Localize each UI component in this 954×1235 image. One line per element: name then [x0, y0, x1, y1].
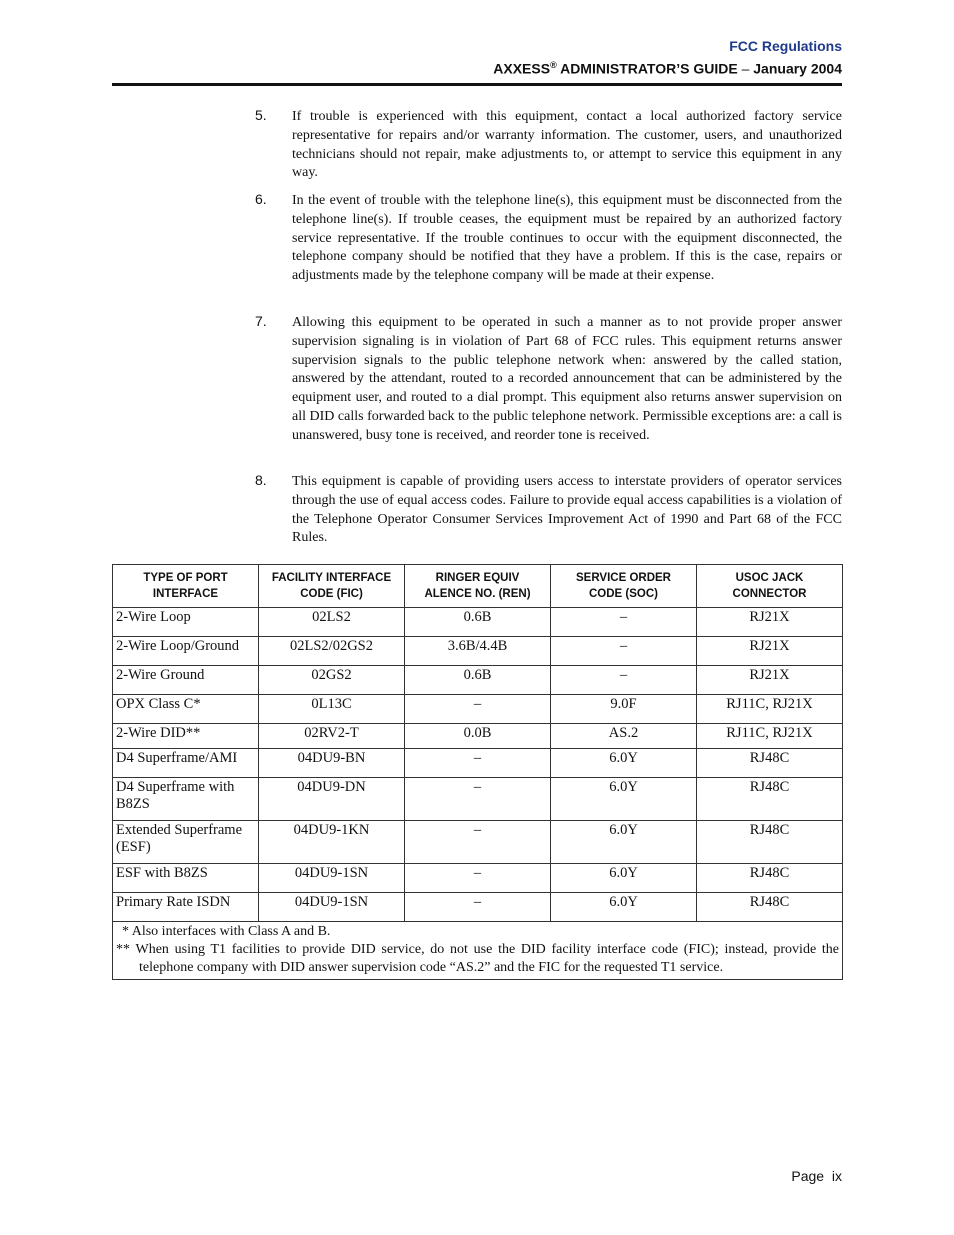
cell-usoc: RJ21X	[697, 666, 843, 695]
item-text: Allowing this equipment to be operated in such a manner as to not provide proper answer supervision signaling is in violation of Part 68 of FCC rules. This equipment returns answer supervision signals to the public telephone network when: answered by the called station, answered by the attendant, routed to a recorded announcement that can be administered by the equipment user, and routed to a dial prompt. This equipment also returns answer supervision on all DID calls forwarded back to the public telephone network. Permissible exceptions are: a call is unanswered, busy tone is received, and reorder tone is received.	[292, 315, 842, 443]
header-soc: SERVICE ORDER CODE (SOC)	[551, 565, 697, 608]
table-row	[113, 637, 843, 666]
cell-fic: 04DU9-1SN	[259, 893, 405, 922]
cell-soc: –	[551, 666, 697, 695]
cell-usoc: RJ48C	[697, 893, 843, 922]
cell-usoc: RJ48C	[697, 749, 843, 778]
list-item-6	[255, 192, 842, 286]
section-title: FCC Regulations	[729, 38, 842, 54]
cell-port-interface: ESF with B8ZS	[113, 864, 259, 893]
cell-port-interface: D4 Superframe with B8ZS	[113, 778, 259, 821]
cell-ren: 0.6B	[405, 608, 551, 637]
cell-fic: 02LS2	[259, 608, 405, 637]
list-item-5	[255, 108, 842, 183]
cell-port-interface: 2-Wire Loop	[113, 608, 259, 637]
table-header-row	[113, 565, 843, 608]
header-fic: FACILITY INTERFACE CODE (FIC)	[259, 565, 405, 608]
table-row	[113, 724, 843, 749]
cell-ren: 3.6B/4.4B	[405, 637, 551, 666]
guide-dash: –	[741, 60, 750, 77]
item-number: 7.	[255, 313, 267, 329]
cell-ren: –	[405, 749, 551, 778]
cell-soc: –	[551, 608, 697, 637]
table-row	[113, 821, 843, 864]
table-notes-row	[113, 922, 843, 980]
cell-fic: 04DU9-DN	[259, 778, 405, 821]
item-number: 5.	[255, 107, 267, 123]
cell-ren: 0.6B	[405, 666, 551, 695]
cell-usoc: RJ11C, RJ21X	[697, 724, 843, 749]
item-text: This equipment is capable of providing users access to interstate providers of operator services through the use of equal access codes. Failure to provide equal access capabilities is a violation of the Telephone Operator Consumer Services Improvement Act of 1990 and Part 68 of the FCC Rules.	[292, 474, 842, 546]
cell-soc: 6.0Y	[551, 821, 697, 864]
cell-ren: –	[405, 778, 551, 821]
cell-soc: AS.2	[551, 724, 697, 749]
cell-fic: 04DU9-1KN	[259, 821, 405, 864]
header-usoc: USOC JACK CONNECTOR	[697, 565, 843, 608]
list-item-8	[255, 473, 842, 548]
table-row	[113, 749, 843, 778]
cell-usoc: RJ48C	[697, 778, 843, 821]
table-row	[113, 608, 843, 637]
fcc-registration-table	[112, 564, 843, 980]
cell-usoc: RJ48C	[697, 864, 843, 893]
page-number: ix	[831, 1168, 842, 1184]
table-row	[113, 893, 843, 922]
table-row	[113, 864, 843, 893]
registered-mark: ®	[550, 60, 557, 70]
header-port-interface: TYPE OF PORT INTERFACE	[113, 565, 259, 608]
cell-port-interface: Primary Rate ISDN	[113, 893, 259, 922]
note-did: ** When using T1 facilities to provide DID service, do not use the DID facility interface code (FIC); instead, provide the telephone company with DID answer supervision code “AS.2” and the FIC for the requested T1 service.	[116, 942, 839, 975]
cell-fic: 0L13C	[259, 695, 405, 724]
cell-fic: 04DU9-1SN	[259, 864, 405, 893]
cell-port-interface: 2-Wire Loop/Ground	[113, 637, 259, 666]
item-text: If trouble is experienced with this equipment, contact a local authorized factory service representative for repairs and/or warranty information. The customer, users, and unauthorized technicians should not repair, make adjustments to, or attempt to service this equipment in any way.	[292, 109, 842, 181]
cell-soc: –	[551, 637, 697, 666]
cell-fic: 04DU9-BN	[259, 749, 405, 778]
cell-soc: 6.0Y	[551, 893, 697, 922]
guide-brand: AXXESS	[493, 60, 551, 77]
guide-date: January 2004	[753, 60, 842, 77]
list-item-7	[255, 314, 842, 446]
item-number: 6.	[255, 191, 267, 207]
guide-title	[493, 60, 842, 77]
cell-soc: 6.0Y	[551, 778, 697, 821]
header-ren: RINGER EQUIV ALENCE NO. (REN)	[405, 565, 551, 608]
header-rule	[112, 83, 842, 86]
cell-port-interface: OPX Class C*	[113, 695, 259, 724]
cell-usoc: RJ48C	[697, 821, 843, 864]
table-row	[113, 778, 843, 821]
item-number: 8.	[255, 472, 267, 488]
cell-usoc: RJ21X	[697, 608, 843, 637]
cell-soc: 6.0Y	[551, 864, 697, 893]
guide-name: ADMINISTRATOR’S GUIDE	[560, 60, 738, 77]
cell-usoc: RJ11C, RJ21X	[697, 695, 843, 724]
cell-usoc: RJ21X	[697, 637, 843, 666]
cell-ren: –	[405, 864, 551, 893]
table-row	[113, 695, 843, 724]
table-notes	[113, 922, 843, 980]
table-row	[113, 666, 843, 695]
cell-ren: –	[405, 821, 551, 864]
cell-ren: –	[405, 893, 551, 922]
cell-ren: –	[405, 695, 551, 724]
note-class-c: * Also interfaces with Class A and B.	[122, 924, 331, 939]
cell-fic: 02LS2/02GS2	[259, 637, 405, 666]
cell-port-interface: Extended Superframe (ESF)	[113, 821, 259, 864]
cell-port-interface: D4 Superframe/AMI	[113, 749, 259, 778]
cell-port-interface: 2-Wire DID**	[113, 724, 259, 749]
cell-fic: 02RV2-T	[259, 724, 405, 749]
cell-soc: 6.0Y	[551, 749, 697, 778]
cell-fic: 02GS2	[259, 666, 405, 695]
page-label: Page	[791, 1168, 825, 1184]
cell-ren: 0.0B	[405, 724, 551, 749]
item-text: In the event of trouble with the telephone line(s), this equipment must be disconnected from the telephone line(s). If trouble ceases, the equipment must be repaired by an authorized factory service representative. If the trouble continues to occur with the equipment disconnected, the telephone company should be notified that they have a problem. If this is the case, repairs or adjustments made by the telephone company will be made at their expense.	[292, 193, 842, 284]
cell-soc: 9.0F	[551, 695, 697, 724]
cell-port-interface: 2-Wire Ground	[113, 666, 259, 695]
page-footer	[791, 1168, 842, 1184]
